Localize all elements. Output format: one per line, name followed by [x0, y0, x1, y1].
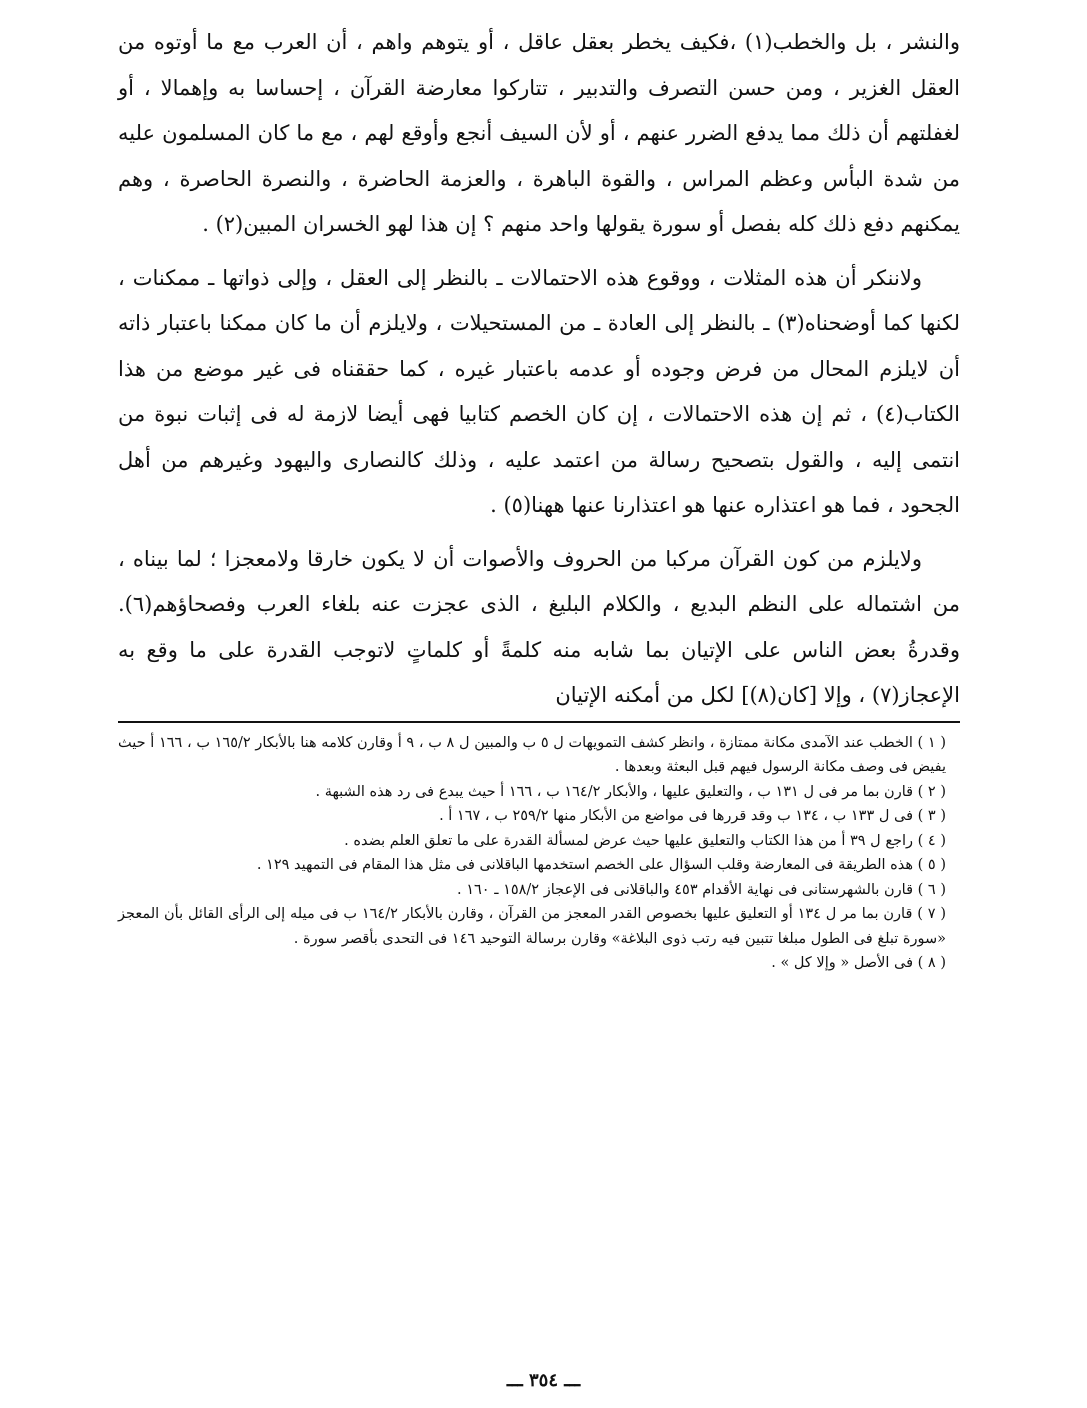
footnote-5: ( ٥ ) هذه الطريقة فى المعارضة وقلب السؤال على الخصم استخدمها الباقلانى فى مثل هذا المقام فى التمهيد ١٢٩ .	[256, 857, 946, 873]
footnote-2: ( ٢ ) قارن بما مر فى ل ١٣١ ب ، والتعليق عليها ، والأبكار ١٦٤/٢ ب ، ١٦٦ أ حيث يبدع فى رد هذه الشبهة .	[315, 783, 946, 800]
page-number: ـــ ٣٥٤ ـــ	[506, 1370, 581, 1391]
footnote-divider	[118, 721, 960, 723]
paragraph-3: ولايلزم من كون القرآن مركبا من الحروف والأصوات أن لا يكون خارقا ولامعجزا ؛ لما بيناه ، من اشتماله على النظم البديع ، والكلام البليغ ، الذى عجزت عنه بلغاء العرب وفصحاؤهم(٦). وقدرةُ بعض الناس على الإتيان بما شابه منه كلمةً أو كلماتٍ لاتوجب القدرة على ما وقع به الإعجاز(٧) ، وإلا [كان(٨)] لكل من أمكنه الإتيان	[118, 546, 960, 707]
footnote-1: ( ١ ) الخطب عند الآمدى مكانة ممتازة ، وانظر كشف التمويهات ل ٥ ب والمبين ل ٨ ب ، ٩ أ وقارن كلامه هنا بالأبكار ١٦٥/٢ ب ، ١٦٦ أ حيث يفيض فى وصف مكانة الرسول فيهم قبل البعثة وبعدها .	[118, 734, 946, 775]
footnotes	[118, 731, 960, 976]
footnote-7: ( ٧ ) قارن بما مر ل ١٣٤ أو التعليق عليها بخصوص القدر المعجز من القرآن ، وقارن بالأبكار ١٦٤/٢ ب فى ميله إلى الرأى القائل بأن المعجز «سورة تبلغ فى الطول مبلغا تتبين فيه رتب ذوى البلاغة» وقارن برسالة التوحيد ١٤٦ فى التحدى بأقصر سورة .	[118, 906, 946, 947]
body-text	[118, 20, 960, 719]
page-content	[118, 20, 960, 976]
footnote-6: ( ٦ ) قارن بالشهرستانى فى نهاية الأقدام ٤٥٣ والباقلانى فى الإعجاز ١٥٨/٢ ـ ١٦٠ .	[457, 881, 946, 898]
footnote-8: ( ٨ ) فى الأصل « وإلا كل » .	[771, 955, 946, 971]
footnote-4: ( ٤ ) راجع ل ٣٩ أ من هذا الكتاب والتعليق عليها حيث عرض لمسألة القدرة على ما تعلق العلم بضده .	[344, 832, 946, 849]
footnote-3: ( ٣ ) فى ل ١٣٣ ب ، ١٣٤ ب وقد قررها فى مواضع من الأبكار منها ٢٥٩/٢ ب ، ١٦٧ أ .	[439, 808, 946, 824]
paragraph-2: ولاننكر أن هذه المثلات ، ووقوع هذه الاحتمالات ـ بالنظر إلى العقل ، وإلى ذواتها ـ ممكنات ، لكنها كما أوضحناه(٣) ـ بالنظر إلى العادة ـ من المستحيلات ، ولايلزم أن ما كان ممكنا باعتبار ذاته أن لايلزم المحال من فرض وجوده أو عدمه باعتبار غيره ، كما حققناه فى غير موضع من هذا الكتاب(٤) ، ثم إن هذه الاحتمالات ، إن كان الخصم كتابيا فهى أيضا لازمة له فى إثبات نبوة من انتمى إليه ، والقول بتصحيح رسالة من اعتمد عليه ، وذلك كالنصارى واليهود وغيرهم من أهل الجحود ، فما هو اعتذاره عنها هو اعتذارنا عنها ههنا(٥) .	[118, 265, 960, 517]
paragraph-1: والنشر ، بل والخطب(١) ،فكيف يخطر بعقل عاقل ، أو يتوهم واهم ، أن العرب مع ما أوتوه من العقل الغزير ، ومن حسن التصرف والتدبير ، تتاركوا معارضة القرآن ، إحساسا به وإهمالا ، أو لغفلتهم أن ذلك مما يدفع الضرر عنهم ، أو لأن السيف أنجع وأوقع لهم ، مع ما كان المسلمون عليه من شدة البأس وعظم المراس ، والقوة الباهرة ، والعزمة الحاضرة ، والنصرة الحاصرة ، وهم يمكنهم دفع ذلك كله بفصل أو سورة يقولها واحد منهم ؟ إن هذا لهو الخسران المبين(٢) .	[118, 30, 961, 236]
